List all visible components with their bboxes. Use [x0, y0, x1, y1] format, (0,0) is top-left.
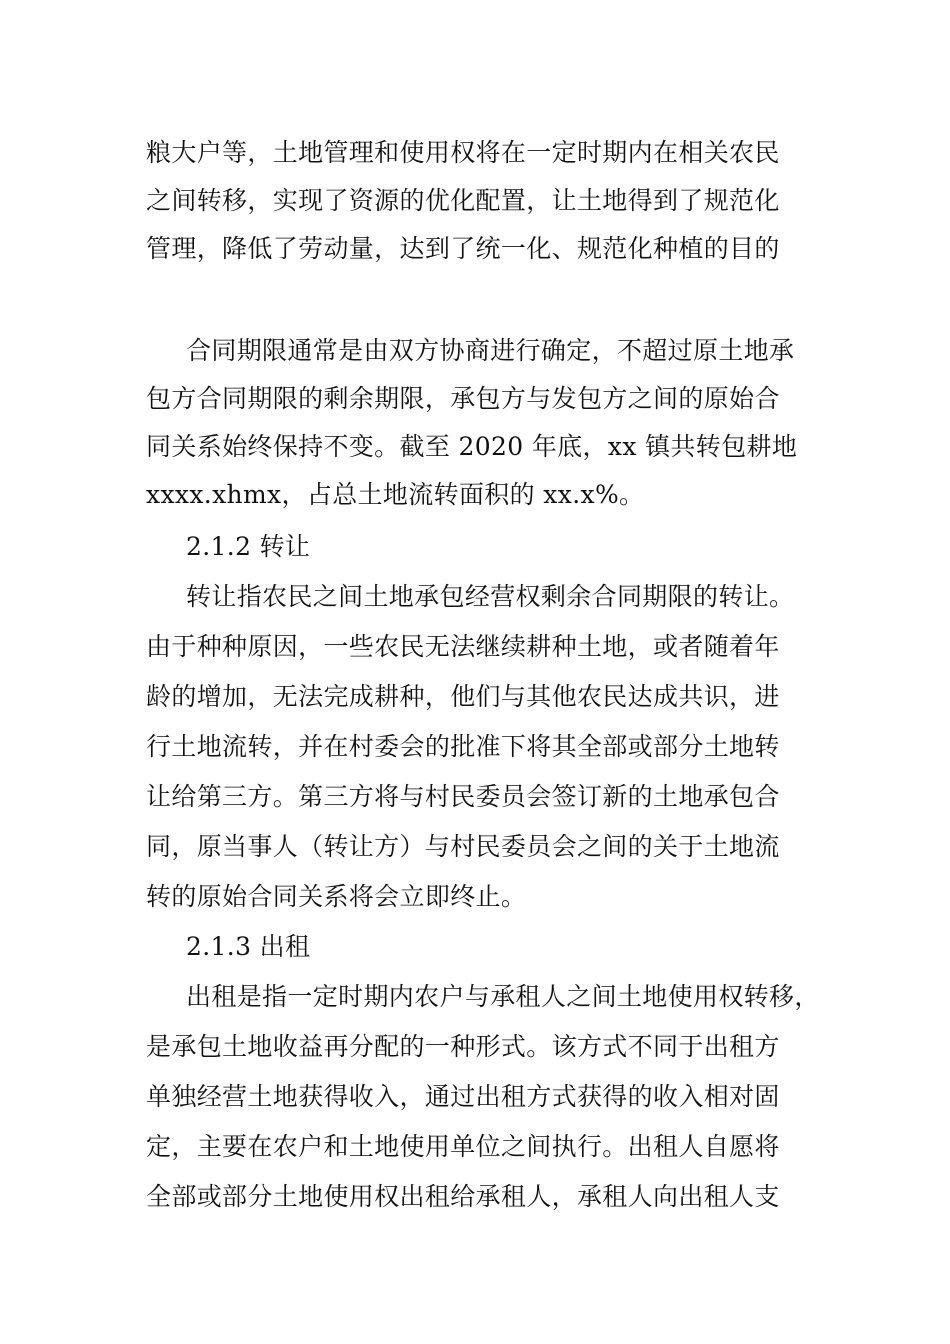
paragraph-line: 包方合同期限的剩余期限，承包方与发包方之间的原始合	[146, 384, 780, 413]
paragraph-line: 之间转移，实现了资源的优化配置，让土地得到了规范化	[146, 186, 780, 215]
paragraph-line: 同，原当事人（转让方）与村民委员会之间的关于土地流	[146, 832, 780, 861]
paragraph-line: 单独经营土地获得收入，通过出租方式获得的收入相对固	[146, 1082, 780, 1111]
paragraph-line: 管理，降低了劳动量，达到了统一化、规范化种植的目的	[146, 234, 780, 263]
paragraph-line: 让给第三方。第三方将与村民委员会签订新的土地承包合	[146, 782, 780, 811]
paragraph-line: 由于种种原因，一些农民无法继续耕种土地，或者随着年	[146, 632, 780, 661]
paragraph-line: xxxx.xhmx，占总土地流转面积的 xx.x%。	[146, 480, 645, 509]
paragraph-line: 是承包土地收益再分配的一种形式。该方式不同于出租方	[146, 1032, 780, 1061]
paragraph-line: 定，主要在农户和土地使用单位之间执行。出租人自愿将	[146, 1132, 780, 1161]
paragraph-line: 出租是指一定时期内农户与承租人之间土地使用权转移，	[186, 982, 820, 1011]
paragraph-line: 同关系始终保持不变。截至 2020 年底，xx 镇共转包耕地	[146, 432, 798, 461]
paragraph-line: 合同期限通常是由双方协商进行确定，不超过原土地承	[186, 336, 795, 365]
section-heading: 2.1.3 出租	[186, 932, 311, 961]
paragraph-line: 转的原始合同关系将会立即终止。	[146, 882, 527, 911]
paragraph-line: 转让指农民之间土地承包经营权剩余合同期限的转让。	[186, 582, 795, 611]
paragraph-line: 龄的增加，无法完成耕种，他们与其他农民达成共识，进	[146, 682, 780, 711]
paragraph-line: 粮大户等，土地管理和使用权将在一定时期内在相关农民	[146, 138, 780, 167]
section-heading: 2.1.2 转让	[186, 532, 311, 561]
paragraph-line: 行土地流转，并在村委会的批准下将其全部或部分土地转	[146, 732, 780, 761]
paragraph-line: 全部或部分土地使用权出租给承租人，承租人向出租人支	[146, 1182, 780, 1211]
